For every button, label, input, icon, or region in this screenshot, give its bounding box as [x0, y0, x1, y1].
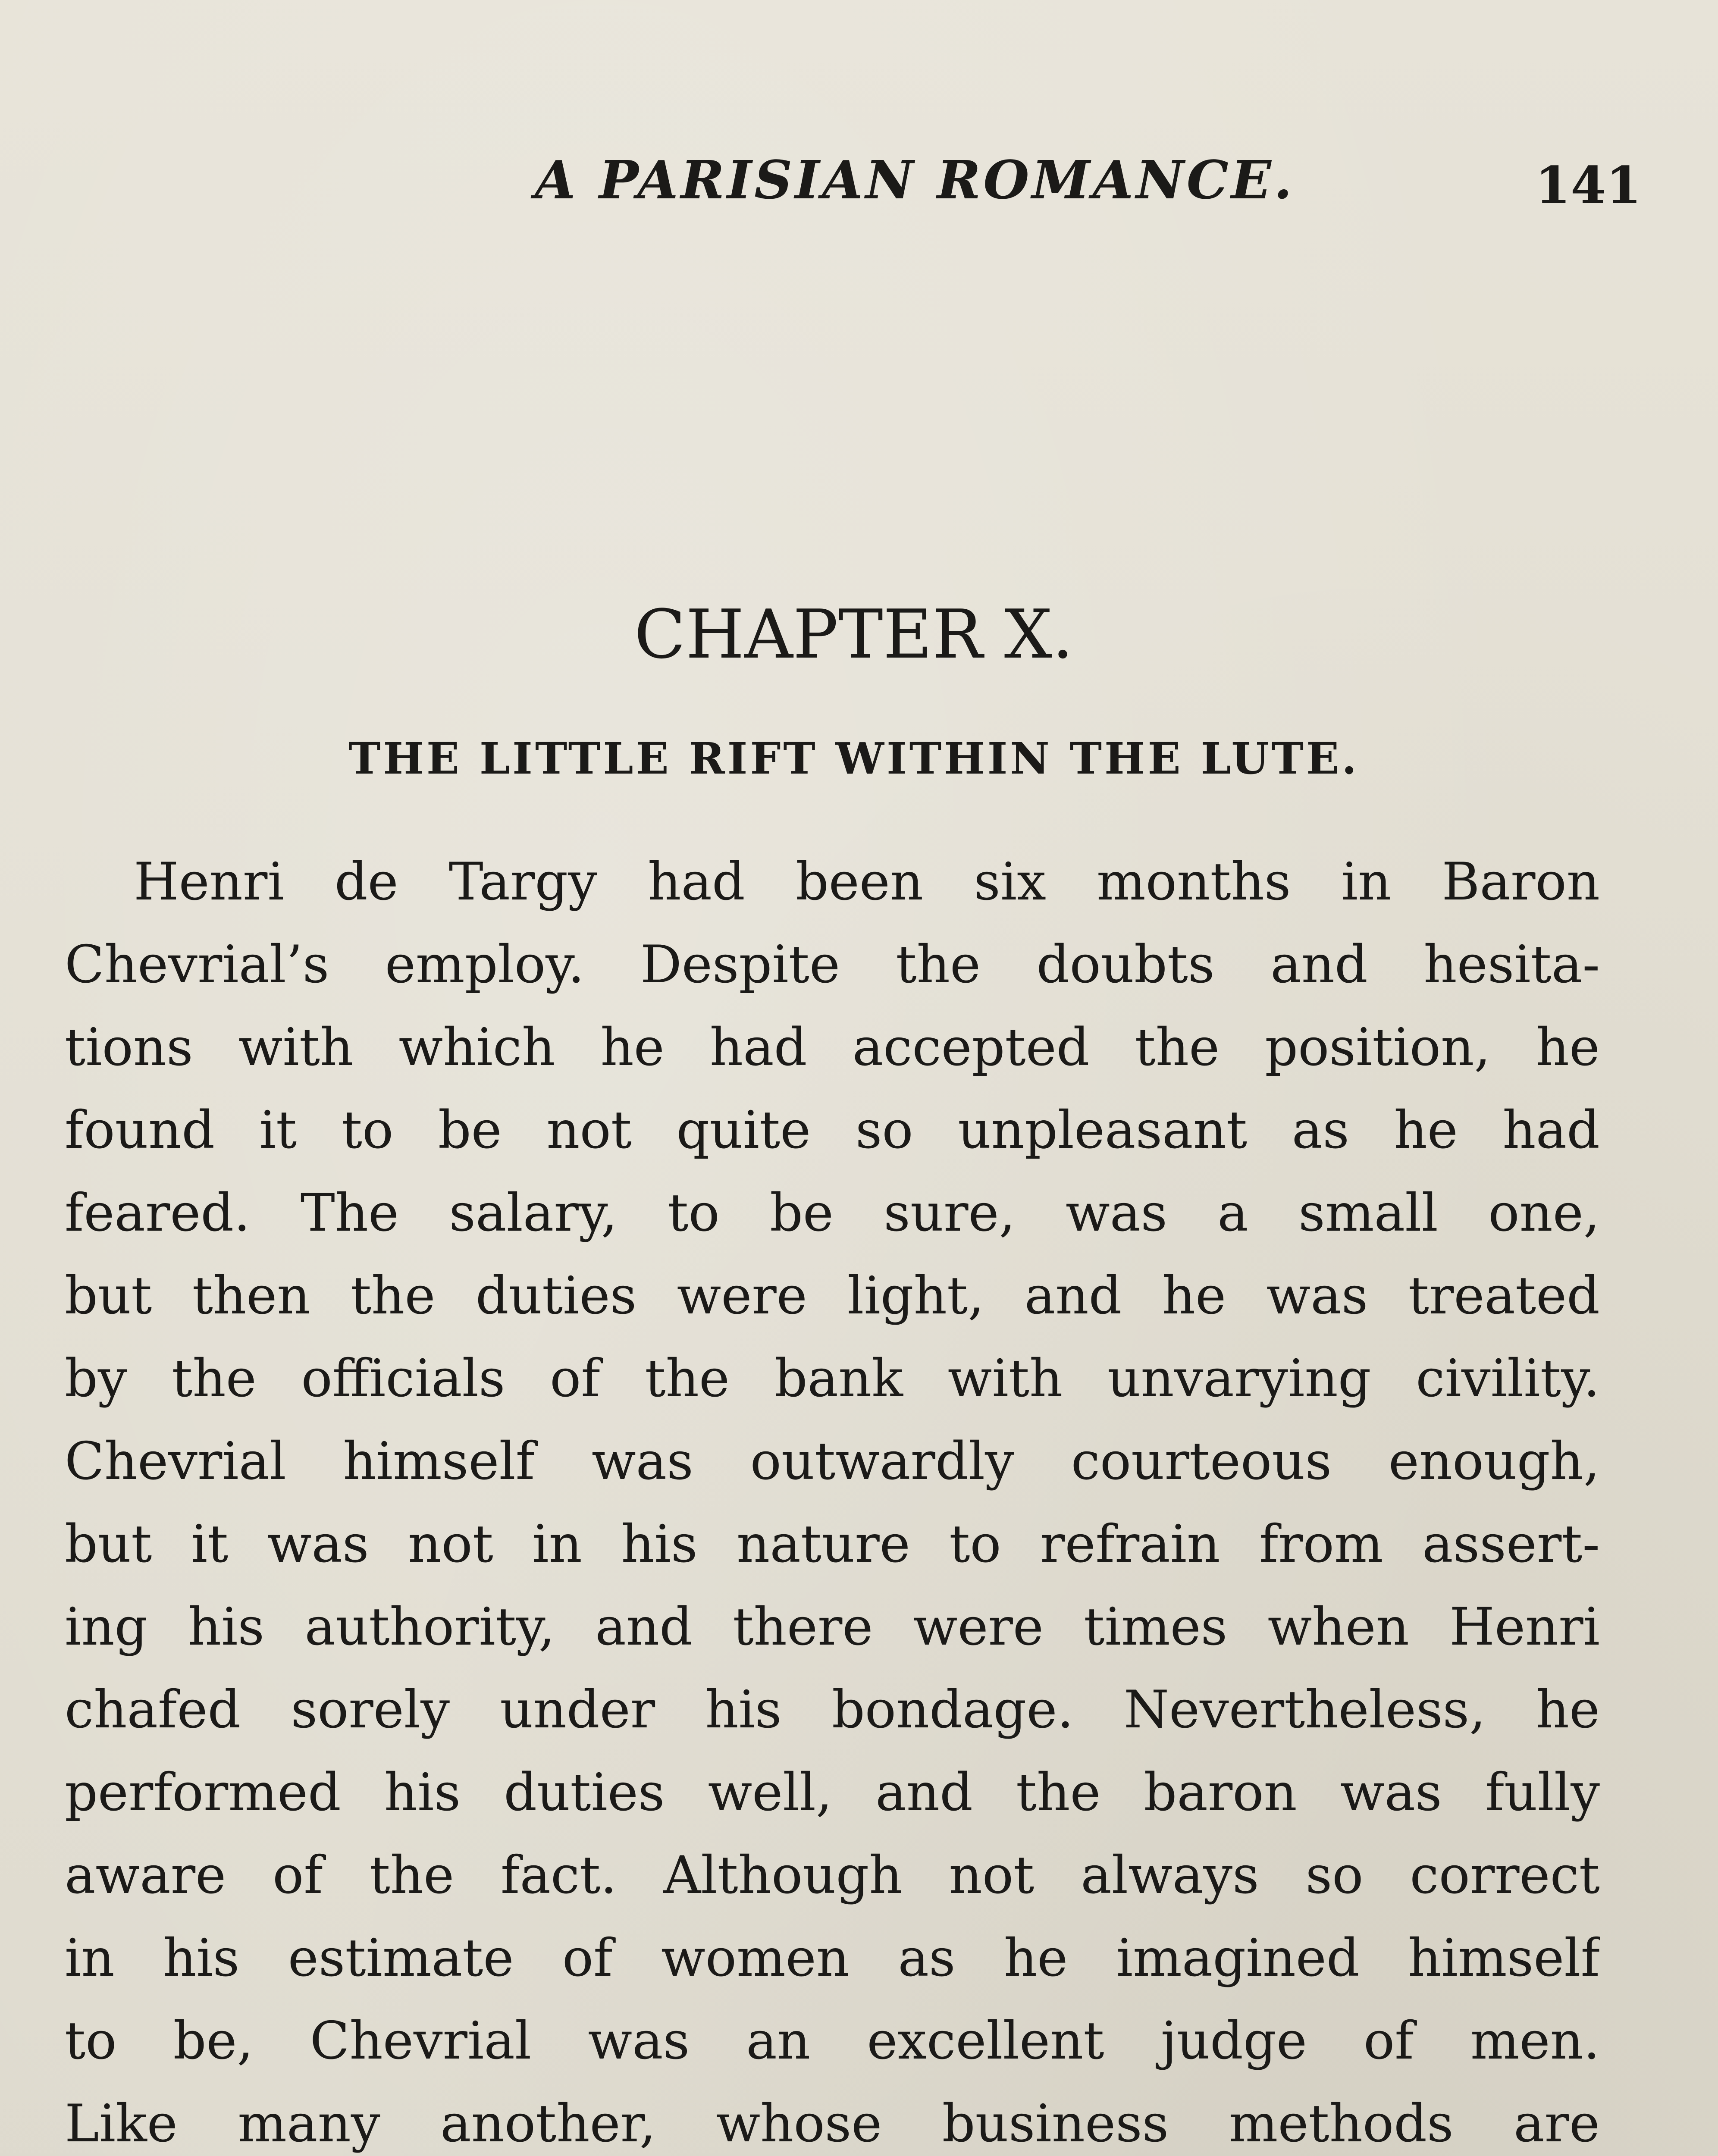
text-line: but it was not in his nature to refrain from assert- — [65, 1514, 1600, 1574]
text-line: performed his duties well, and the baron was fully — [65, 1763, 1600, 1823]
page-number: 141 — [1535, 155, 1642, 215]
text-line: to be, Chevrial was an excellent judge of men. — [65, 2011, 1600, 2071]
text-line: Henri de Targy had been six months in Baron — [134, 852, 1600, 912]
text-line: found it to be not quite so unpleasant as he had — [65, 1100, 1600, 1160]
running-title: A PARISIAN ROMANCE. — [535, 149, 1295, 211]
text-line: Like many another, whose business methods are — [65, 2094, 1600, 2154]
text-line: Chevrial himself was outwardly courteous enough, — [65, 1432, 1600, 1492]
body-text — [65, 841, 1600, 2156]
text-line: tions with which he had accepted the position, he — [65, 1018, 1600, 1078]
text-line: feared. The salary, to be sure, was a small one, — [65, 1183, 1600, 1243]
text-line: but then the duties were light, and he was treated — [65, 1266, 1600, 1326]
text-line: Chevrial’s employ. Despite the doubts and hesita- — [65, 935, 1600, 995]
text-line: aware of the fact. Although not always so correct — [65, 1846, 1600, 1905]
chapter-subtitle: THE LITTLE RIFT WITHIN THE LUTE. — [348, 733, 1360, 784]
text-line: chafed sorely under his bondage. Nevertheless, he — [65, 1680, 1600, 1740]
chapter-title: CHAPTER X. — [634, 595, 1074, 674]
text-line: by the officials of the bank with unvarying civility. — [65, 1349, 1600, 1409]
text-line: in his estimate of women as he imagined himself — [65, 1928, 1600, 1988]
text-line: ing his authority, and there were times when Henri — [65, 1597, 1600, 1657]
